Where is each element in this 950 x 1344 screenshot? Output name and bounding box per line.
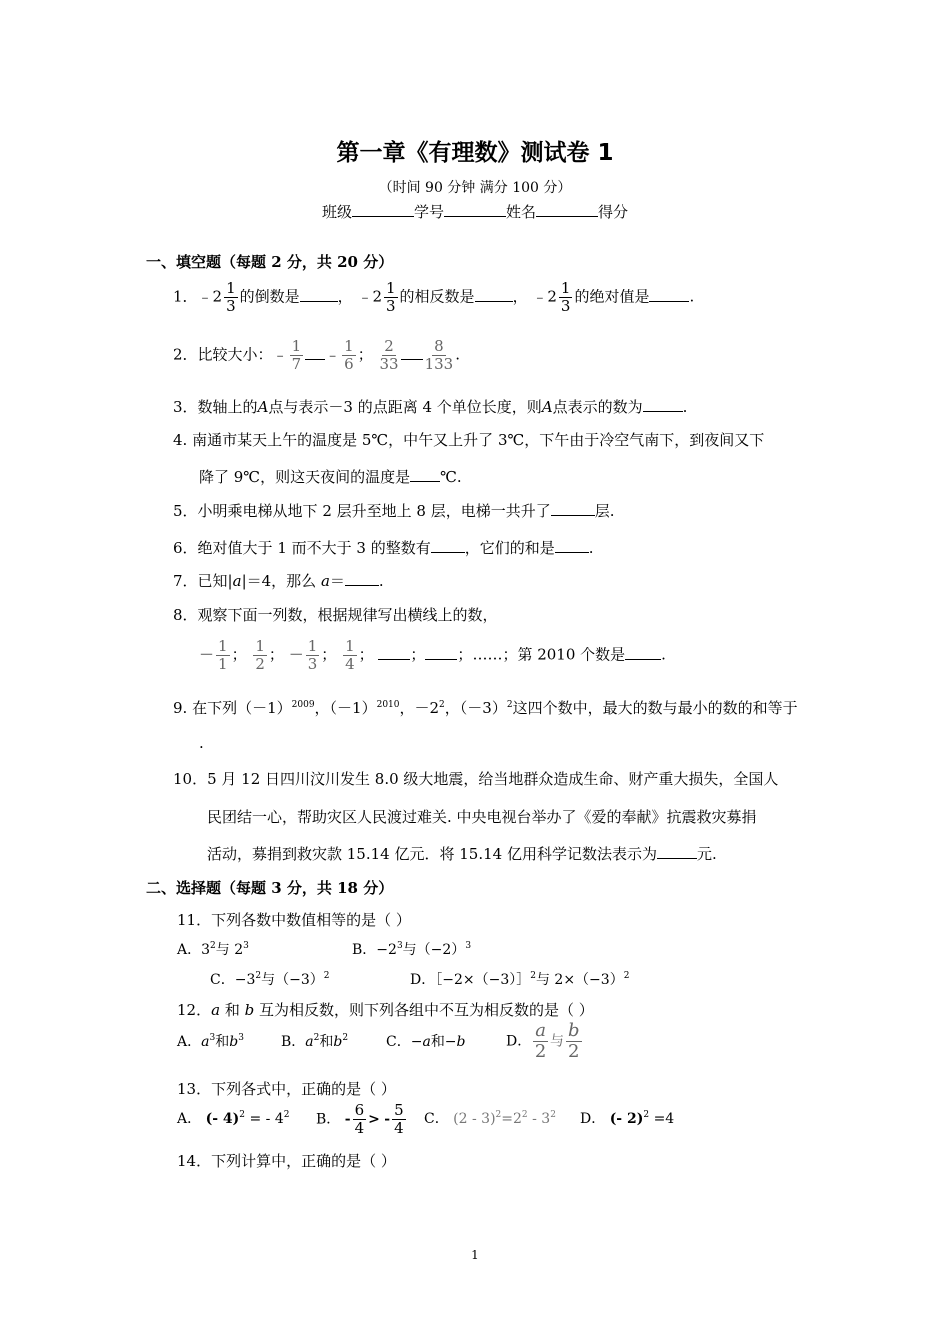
q8-blank-3[interactable] (625, 645, 661, 660)
q10-blank[interactable] (657, 844, 697, 859)
q1-blank-1[interactable] (300, 287, 338, 302)
q7-blank[interactable] (345, 571, 379, 586)
question-10-line-2: 民团结一心，帮助灾区人民渡过难关. 中央电视台举办了《爱的奉献》抗震救灾募捐 (207, 808, 757, 826)
page-title: 第一章《有理数》测试卷 1 (336, 140, 614, 166)
question-8: 8．观察下面一列数，根据规律写出横线上的数， (173, 606, 498, 624)
question-2: 2．比较大小：﹣ $\frac{1}{7}$ ﹣ $\frac{1}{6}$ ； $\frac{2}{33}$ $\frac{8}{133}$ . (173, 337, 460, 373)
class-blank[interactable] (352, 202, 414, 217)
q13-option-b[interactable]: B． - $\frac{6}{4}$ > - $\frac{5}{4}$ (316, 1101, 404, 1137)
q12-option-c[interactable]: C．−a和−b (386, 1034, 466, 1050)
section-fill-in-heading: 一、填空题（每题 2 分，共 20 分） (146, 253, 394, 271)
question-13: 13．下列各式中，正确的是（ ） (177, 1080, 396, 1098)
q11-option-c[interactable]: C．$-3^2$与$(-3)^2$ (210, 971, 330, 988)
question-10: 10．5 月 12 日四川汶川发生 8.0 级大地震，给当地群众造成生命、财产重大损失，全国人 (173, 770, 779, 788)
question-5: 5．小明乘电梯从地下 2 层升至地上 8 层，电梯一共升了 层. (173, 502, 615, 520)
q12-option-b[interactable]: B．$a^2$和$b^2$ (281, 1033, 349, 1050)
question-8-sequence: － $\frac{1}{1}$ ； $\frac{1}{2}$ ； － $\frac{1}{3}$ ； $\frac{1}{4}$ ； ； ；……；第 2010 个数是 . (199, 637, 666, 673)
q3-blank[interactable] (643, 397, 683, 412)
q12-option-d[interactable]: D． $\frac{a}{2}$ 与 $\frac{b}{2}$ (506, 1020, 580, 1062)
question-4-line-2: 降了 9℃，则这天夜间的温度是 ℃. (199, 468, 462, 486)
section-choice-heading: 二、选择题（每题 3 分，共 18 分） (146, 879, 394, 897)
q11-option-b[interactable]: B．$-2^3$与$(-2)^3$ (352, 941, 472, 958)
page-number: 1 (471, 1248, 479, 1262)
name-label: 姓名 (506, 203, 537, 221)
exam-subtitle: （时间 90 分钟 满分 100 分） (378, 180, 572, 196)
question-12: 12．a 和 b 互为相反数，则下列各组中不互为相反数的是（ ） (177, 1001, 594, 1019)
q6-blank-1[interactable] (431, 538, 465, 553)
score-label: 得分 (598, 203, 629, 221)
q11-option-a[interactable]: A．$3^2$与 $2^3$ (177, 941, 249, 958)
student-info-line (0, 201, 950, 222)
number-blank[interactable] (444, 202, 506, 217)
q8-blank-2[interactable] (425, 645, 457, 660)
q1-blank-3[interactable] (649, 287, 689, 302)
q2-blank-1[interactable] (305, 345, 325, 360)
class-label: 班级 (321, 203, 352, 221)
question-9: 9. 在下列$(-1)^{2009}$，$(-1)^{2010}$，$-2^2$，$(-3)^2$这四个数中，最大的数与最小的数的和等于 (173, 699, 798, 717)
question-14: 14．下列计算中，正确的是（ ） (177, 1152, 396, 1170)
q13-option-c[interactable]: C． $(2 - 3)^2=2^2 - 3^2$ (424, 1110, 556, 1127)
question-7: 7．已知|a|＝4，那么 a＝ . (173, 572, 384, 590)
question-10-line-3: 活动，募捐到救灾款 15.14 亿元．将 15.14 亿用科学记数法表示为 元. (207, 845, 717, 863)
question-3: 3．数轴上的A点与表示－3 的点距离 4 个单位长度，则A点表示的数为 . (173, 398, 688, 416)
q2-blank-2[interactable] (401, 345, 423, 360)
q11-option-d[interactable]: D．［−2×（−3）］$^2$与 $2\times(-3)^2$ (410, 971, 630, 988)
question-1: 1．﹣2 $\frac{1}{3}$ 的倒数是 ， ﹣2 $\frac{1}{3}$ 的相反数是 ， ﹣2 $\frac{1}{3}$ 的绝对值是 . (173, 279, 695, 315)
q4-blank[interactable] (410, 467, 440, 482)
q13-option-a[interactable]: A． (- 4)$^2$ = - $4^2$ (177, 1110, 290, 1127)
number-label: 学号 (413, 203, 444, 221)
q8-blank-1[interactable] (378, 645, 410, 660)
name-blank[interactable] (536, 202, 598, 217)
question-6: 6．绝对值大于 1 而不大于 3 的整数有 ，它们的和是 . (173, 539, 594, 557)
question-9-line-2: . (199, 734, 204, 752)
q13-option-d[interactable]: D． (- 2)$^2$ =4 (580, 1110, 675, 1127)
q1-blank-2[interactable] (475, 287, 513, 302)
question-4: 4. 南通市某天上午的温度是 5℃，中午又上升了 3℃，下午由于冷空气南下，到夜间又下 (173, 431, 765, 449)
q12-option-a[interactable]: A．$a^3$和$b^3$ (177, 1033, 244, 1050)
q5-blank[interactable] (551, 501, 595, 516)
question-11: 11．下列各数中数值相等的是（ ） (177, 911, 411, 929)
q6-blank-2[interactable] (555, 538, 589, 553)
